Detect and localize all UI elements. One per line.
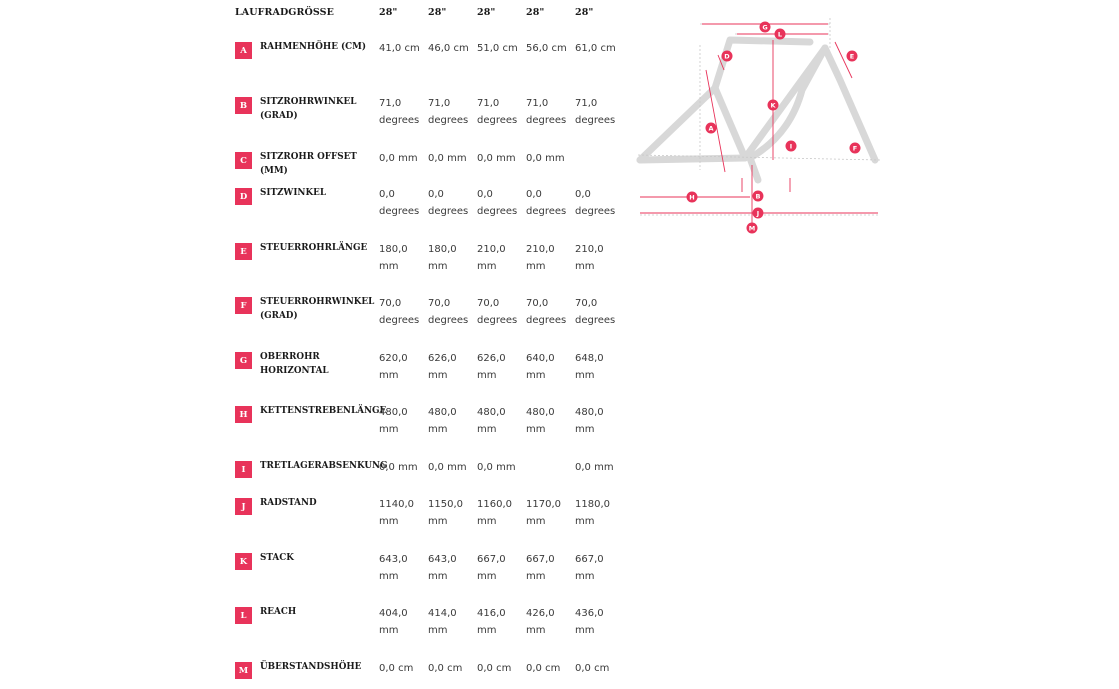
table-cell: 70,0 degrees [379, 298, 420, 326]
row-label: SITZROHR OFFSET (MM) [260, 152, 357, 176]
diagram-markers [687, 22, 861, 234]
size-header-label: LAUFRADGRÖSSE [235, 7, 334, 18]
row-label: STEUERROHRWINKEL (GRAD) [260, 297, 375, 321]
table-cell: 643,0 mm [379, 554, 408, 582]
diagram-marker-h [687, 192, 698, 203]
row-key-badge: J [235, 498, 252, 515]
diagram-marker-f [850, 143, 861, 154]
table-cell: 480,0 mm [575, 407, 604, 435]
table-cell: 0,0 degrees [477, 189, 518, 217]
table-cell: 426,0 mm [526, 608, 555, 636]
table-cell: 0,0 mm [477, 462, 516, 473]
size-header-col-4: 28" [526, 7, 545, 18]
row-label: RAHMENHÖHE (CM) [260, 42, 367, 52]
size-header-col-1: 28" [379, 7, 398, 18]
table-cell: 0,0 mm [379, 462, 418, 473]
table-cell: 0,0 mm [477, 153, 516, 164]
table-cell: 480,0 mm [379, 407, 408, 435]
table-cell: 0,0 degrees [428, 189, 469, 217]
table-cell: 0,0 cm [477, 663, 512, 674]
table-cell: 1140,0 mm [379, 499, 414, 527]
row-label: SITZWINKEL [260, 188, 327, 198]
row-key-badge: I [235, 461, 252, 478]
size-header-col-2: 28" [428, 7, 447, 18]
svg-text:F: F [852, 144, 858, 153]
svg-text:M: M [748, 224, 756, 233]
table-cell: 0,0 cm [428, 663, 463, 674]
diagram-marker-e [847, 51, 858, 62]
table-cell: 436,0 mm [575, 608, 604, 636]
table-cell: 0,0 mm [428, 462, 467, 473]
table-cell: 667,0 mm [477, 554, 506, 582]
row-key-badge: D [235, 188, 252, 205]
table-cell: 180,0 mm [428, 244, 457, 272]
table-cell: 0,0 mm [526, 153, 565, 164]
table-cell: 416,0 mm [477, 608, 506, 636]
row-label: KETTENSTREBENLÄNGE [260, 406, 387, 416]
diagram-marker-i [786, 141, 797, 152]
table-cell: 71,0 degrees [526, 98, 567, 126]
row-label: STACK [260, 553, 294, 563]
table-cell: 61,0 cm [575, 43, 616, 54]
table-cell: 414,0 mm [428, 608, 457, 636]
diagram-marker-a [706, 123, 717, 134]
table-cell: 626,0 mm [428, 353, 457, 381]
table-cell: 667,0 mm [526, 554, 555, 582]
measure-guides [638, 18, 880, 215]
row-label: SITZROHRWINKEL (GRAD) [260, 97, 357, 121]
table-cell: 0,0 cm [575, 663, 610, 674]
row-key-badge: G [235, 352, 252, 369]
table-cell: 480,0 mm [428, 407, 457, 435]
row-key-badge: K [235, 553, 252, 570]
table-cell: 71,0 degrees [477, 98, 518, 126]
frame-geometry-diagram [630, 0, 890, 240]
row-label: TRETLAGERABSENKUNG [260, 461, 388, 471]
table-cell: 51,0 cm [477, 43, 518, 54]
table-cell: 0,0 mm [428, 153, 467, 164]
table-cell: 71,0 degrees [379, 98, 420, 126]
table-cell: 56,0 cm [526, 43, 567, 54]
diagram-marker-j [753, 208, 764, 219]
table-cell: 643,0 mm [428, 554, 457, 582]
size-header-col-3: 28" [477, 7, 496, 18]
diagram-marker-b [753, 191, 764, 202]
row-key-badge: H [235, 406, 252, 423]
row-key-badge: F [235, 297, 252, 314]
table-cell: 0,0 degrees [526, 189, 567, 217]
table-cell: 0,0 degrees [575, 189, 616, 217]
svg-text:J: J [756, 209, 760, 218]
table-cell: 70,0 degrees [428, 298, 469, 326]
svg-text:B: B [755, 192, 761, 201]
table-cell: 210,0 mm [477, 244, 506, 272]
table-cell: 0,0 cm [379, 663, 414, 674]
table-cell: 620,0 mm [379, 353, 408, 381]
table-cell: 180,0 mm [379, 244, 408, 272]
table-cell: 0,0 degrees [379, 189, 420, 217]
diagram-marker-k [768, 100, 779, 111]
size-header-col-5: 28" [575, 7, 594, 18]
svg-text:K: K [770, 101, 776, 110]
diagram-marker-g [760, 22, 771, 33]
row-key-badge: C [235, 152, 252, 169]
table-cell: 70,0 degrees [526, 298, 567, 326]
row-label: RADSTAND [260, 498, 317, 508]
svg-text:E: E [849, 52, 855, 61]
row-label: OBERROHR HORIZONTAL [260, 352, 329, 376]
table-cell: 480,0 mm [477, 407, 506, 435]
table-cell: 1170,0 mm [526, 499, 561, 527]
row-label: STEUERROHRLÄNGE [260, 243, 368, 253]
table-cell: 210,0 mm [575, 244, 604, 272]
row-label: ÜBERSTANDSHÖHE [260, 662, 362, 672]
svg-text:A: A [708, 124, 714, 133]
table-cell: 70,0 degrees [477, 298, 518, 326]
row-label: REACH [260, 607, 297, 617]
row-key-badge: A [235, 42, 252, 59]
diagram-marker-l [775, 29, 786, 40]
table-cell: 404,0 mm [379, 608, 408, 636]
row-key-badge: L [235, 607, 252, 624]
diagram-marker-d [722, 51, 733, 62]
table-cell: 210,0 mm [526, 244, 555, 272]
table-cell: 71,0 degrees [428, 98, 469, 126]
table-cell: 70,0 degrees [575, 298, 616, 326]
table-cell: 41,0 cm [379, 43, 420, 54]
svg-text:H: H [689, 193, 695, 202]
table-cell: 46,0 cm [428, 43, 469, 54]
table-cell: 1150,0 mm [428, 499, 463, 527]
diagram-marker-m [747, 223, 758, 234]
svg-text:I: I [789, 142, 793, 151]
table-cell: 1180,0 mm [575, 499, 610, 527]
row-key-badge: E [235, 243, 252, 260]
table-cell: 0,0 cm [526, 663, 561, 674]
table-cell: 0,0 mm [379, 153, 418, 164]
svg-text:L: L [777, 30, 783, 39]
row-key-badge: M [235, 662, 252, 679]
row-key-badge: B [235, 97, 252, 114]
table-cell: 667,0 mm [575, 554, 604, 582]
svg-text:D: D [724, 52, 730, 61]
table-cell: 626,0 mm [477, 353, 506, 381]
table-cell: 648,0 mm [575, 353, 604, 381]
table-cell: 480,0 mm [526, 407, 555, 435]
svg-text:G: G [762, 23, 768, 32]
table-cell: 71,0 degrees [575, 98, 616, 126]
table-cell: 1160,0 mm [477, 499, 512, 527]
table-cell: 0,0 mm [575, 462, 614, 473]
table-cell: 640,0 mm [526, 353, 555, 381]
